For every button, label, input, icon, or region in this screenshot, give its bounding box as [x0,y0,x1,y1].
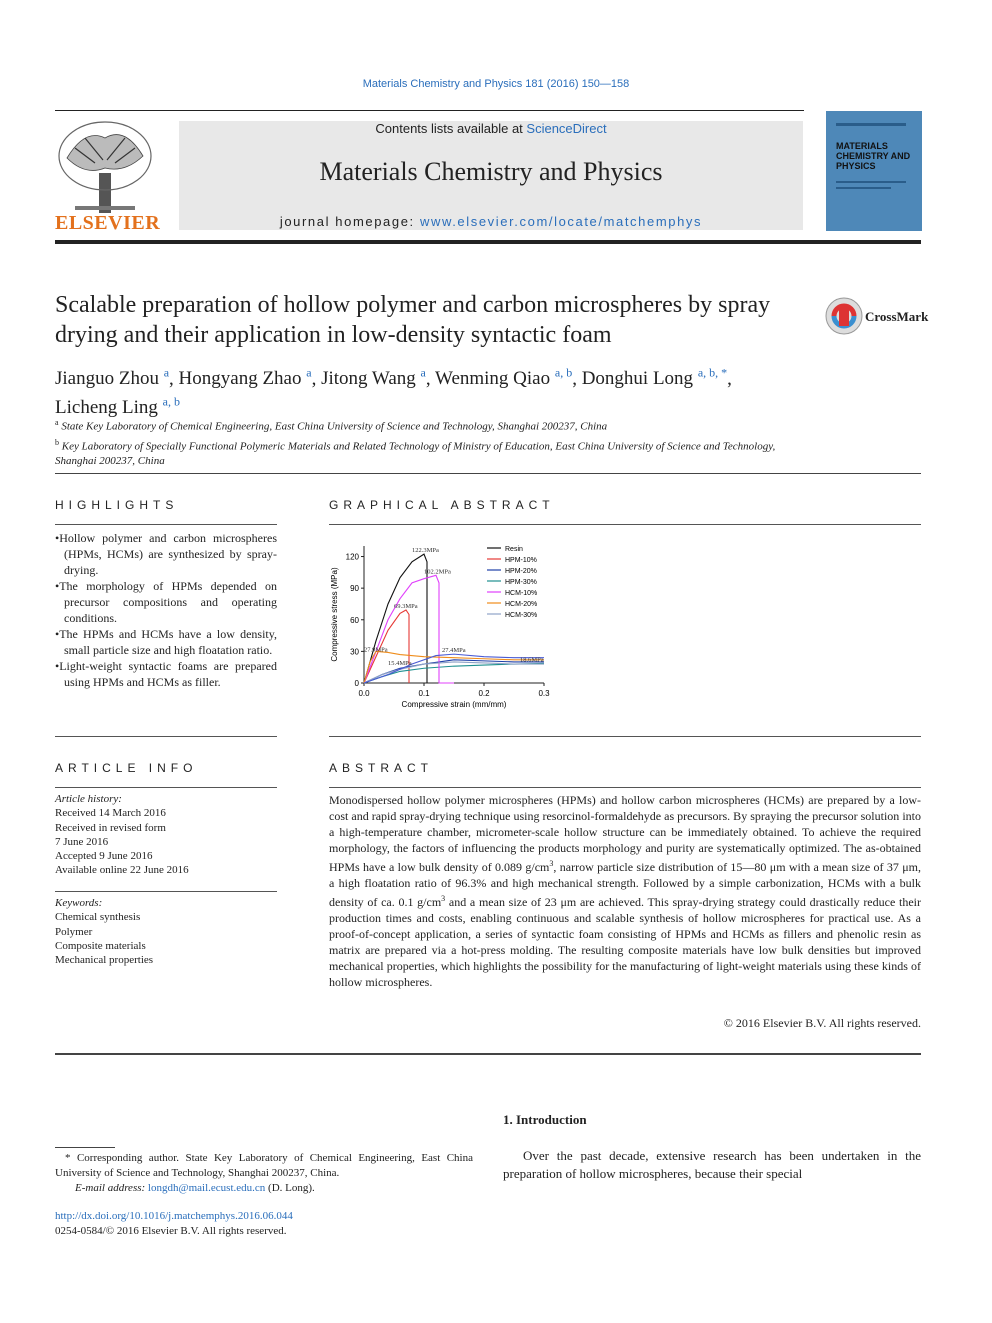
corresponding-footnote [55,1151,473,1196]
x-tick-label: 0.2 [478,689,490,698]
issn-line: 0254-0584/© 2016 Elsevier B.V. All rights reserved. [55,1225,287,1237]
affiliation-a: $^a$ State Key Laboratory of Chemical Engineering, East China University of Science and Technology, Shanghai 200237, China [55,418,608,433]
crossmark-label[interactable]: CrossMark [865,309,929,324]
keyword-item: Mechanical properties [55,954,154,967]
homepage-link[interactable]: www.elsevier.com/locate/matchemphys [419,214,703,229]
peak-annotation: 122.3MPa [412,547,439,555]
author-name[interactable]: Licheng Ling $^{a, b}$ [55,394,180,418]
keywords [55,896,277,967]
abstract-copyright: © 2016 Elsevier B.V. All rights reserved. [723,1016,921,1030]
graphical-abstract-bottom-rule [329,736,921,737]
legend-entry: HPM-20% [505,568,537,575]
highlight-item: •Light-weight syntactic foams are prepared using HPMs and HCMs as filler. [55,659,277,689]
graphical-abstract-rule [329,524,921,525]
highlight-item: •Hollow polymer and carbon microspheres (HPMs, HCMs) are synthesized by spray-drying. [55,531,277,577]
author-affiliation-mark[interactable]: a, b [554,366,573,380]
highlight-item: •The HPMs and HCMs have a low density, small particle size and high floatation ratio. [55,627,277,657]
author-name[interactable]: Donghui Long $^{a, b, *}$ [581,366,728,390]
series-line [364,654,544,683]
legend-entry: HCM-10% [505,590,538,597]
y-tick-label: 120 [345,552,359,562]
history-item: Available online 22 June 2016 [55,864,189,877]
affiliation-b: $^b$ Key Laboratory of Specially Functional Polymeric Materials and Related Technology of Ministry of Education, East China University of Science and Technology, Shanghai 200237, China [55,437,776,468]
highlights-bottom-rule [55,736,277,737]
journal-citation[interactable]: Materials Chemistry and Physics 181 (2016) 150—158 [362,78,630,90]
highlights-heading: HIGHLIGHTS [55,498,179,512]
highlight-item: •The morphology of HPMs depended on precursor compositions and operating conditions. [55,579,277,625]
peak-annotation: 27.4MPa [442,647,466,655]
author-list: Jianguo Zhou $^a$, Hongyang Zhao $^a$, Jitong Wang $^a$, Wenming Qiao $^{a, b}$, Donghui Long $^{a, b, *}$, Licheng Ling $^{a, b}$ [55,366,732,418]
abstract-text: Monodispersed hollow polymer microspheres (HPMs) and hollow carbon microspheres (HCMs) are prepared by a low-cost and rapid spray-drying technique using resorcinol-formaldehyde as precursors. By spraying the precursor solution into a high-temperature chamber, micrometer-scale hollow structure can be immediately obtained. To achieve the required morphology, the factors of influencing the products morphology and purity are systematically optimized. The as-obtained HPMs have a low bulk density of 0.089 $g/cm^3$, narrow particle size distribution of 15—80 μm with a mean size of 37 μm, a high floatation ratio of 96.3% and high mechanical strength. Followed by a simple carbonization, HCMs with a bulk density of ca. 0.1 $g/cm^3$ and a mean size of 23 μm are achieved. This spray-drying strategy could drastically reduce their production times and costs, enabling continuous and scalable synthesis of hollow microspheres for practical use. As a proof-of-concept application, a series of syntactic foam consisting of HPMs and HCMs as fillers and phenolic resin as matrix are prepared via a hot-press molding. The resulting composite materials have low bulk densities but improved mechanical properties, which highlights the possibility for the manufacturing of light-weight materials using these kinds of hollow microspheres. [329,793,921,989]
contents-line [179,121,803,136]
sciencedirect-link[interactable]: ScienceDirect [526,121,607,136]
introduction-text: Over the past decade, extensive research has been undertaken in the preparation of hollow microspheres, because their special [503,1148,921,1181]
keyword-item: Composite materials [55,939,146,952]
legend-entry: HCM-20% [505,601,538,608]
x-axis-label: Compressive strain (mm/mm) [401,700,507,709]
peak-annotation: 27.9MPa [364,646,388,654]
front-matter-rule [55,1053,921,1055]
doi-link[interactable]: http://dx.doi.org/10.1016/j.matchemphys.2016.06.044 [55,1210,293,1222]
history-item: Received in revised form [55,821,166,834]
x-tick-label: 0.0 [358,689,370,698]
peak-annotation: 15.4MPa [388,659,412,667]
article-info-heading: ARTICLE INFO [55,761,198,775]
author-name[interactable]: Jitong Wang $^a$ [321,366,426,390]
x-tick-label: 0.1 [418,689,430,698]
journal-cover-image[interactable] [826,111,922,231]
abstract-rule [329,787,921,788]
footnote-rule [55,1147,115,1148]
keywords-label: Keywords: [55,897,103,909]
author-affiliation-mark[interactable]: a [420,366,426,380]
article-history [55,792,277,878]
corresponding-author: * Corresponding author. State Key Laboratory of Chemical Engineering, East China University of Science and Technology, Shanghai 200237, China. [55,1152,473,1179]
author-affiliation-mark[interactable]: a [163,366,170,380]
author-affiliation-mark[interactable]: a, b, * [697,366,728,380]
cover-title: MATERIALS CHEMISTRY AND PHYSICS [836,141,911,171]
author-affiliation-mark[interactable]: a [306,366,312,380]
journal-name: Materials Chemistry and Physics [319,157,663,186]
history-label: Article history: [55,793,122,805]
homepage-line [179,214,803,229]
peak-annotation: 18.6MPa [520,656,544,664]
y-tick-label: 90 [350,584,359,594]
homepage-prefix: journal homepage: [279,214,420,229]
header-rule [55,110,804,111]
legend-entry: HPM-10% [505,557,537,564]
affiliations [55,415,795,469]
stress-strain-chart [329,538,559,718]
email-line: E-mail address: longdh@mail.ecust.edu.cn (D. Long). [75,1182,315,1194]
author-affiliation-mark[interactable]: a, b [162,394,180,409]
article-info-rule [55,787,277,788]
y-tick-label: 0 [354,679,359,688]
peak-annotation: 102.2MPa [424,568,451,576]
article-title: Scalable preparation of hollow polymer and carbon microspheres by spray drying and their application in low-density syntactic foam [55,292,771,348]
author-name[interactable]: Hongyang Zhao $^a$ [178,366,312,390]
legend-entry: HCM-30% [505,612,538,619]
crossmark-icon[interactable] [824,296,864,336]
legend-entry: Resin [505,546,523,553]
x-tick-label: 0.3 [538,689,550,698]
legend-entry: HPM-30% [505,579,537,586]
history-item: Received 14 March 2016 [55,807,166,820]
elsevier-wordmark: ELSEVIER [55,212,161,234]
introduction-heading: 1. Introduction [503,1112,587,1127]
history-item: Accepted 9 June 2016 [55,850,153,863]
keywords-rule [55,891,277,892]
series-line [364,651,544,683]
contents-prefix: Contents lists available at [375,121,527,136]
email-link[interactable]: longdh@mail.ecust.edu.cn [147,1182,266,1194]
y-tick-label: 60 [350,615,359,625]
y-axis-label: Compressive stress (MPa) [330,567,339,662]
author-name[interactable]: Wenming Qiao $^{a, b}$ [435,366,573,390]
abstract-heading: ABSTRACT [329,761,434,775]
author-name[interactable]: Jianguo Zhou $^a$ [55,366,170,390]
header-thick-rule [55,240,921,244]
y-tick-label: 30 [350,647,359,657]
keyword-item: Polymer [55,925,93,938]
highlights-rule [55,524,277,525]
section-rule [55,473,921,474]
graphical-abstract-heading: GRAPHICAL ABSTRACT [329,498,555,512]
keyword-item: Chemical synthesis [55,911,141,924]
history-item: 7 June 2016 [55,835,109,848]
peak-annotation: 69.3MPa [394,602,418,610]
highlights-list [55,530,277,690]
